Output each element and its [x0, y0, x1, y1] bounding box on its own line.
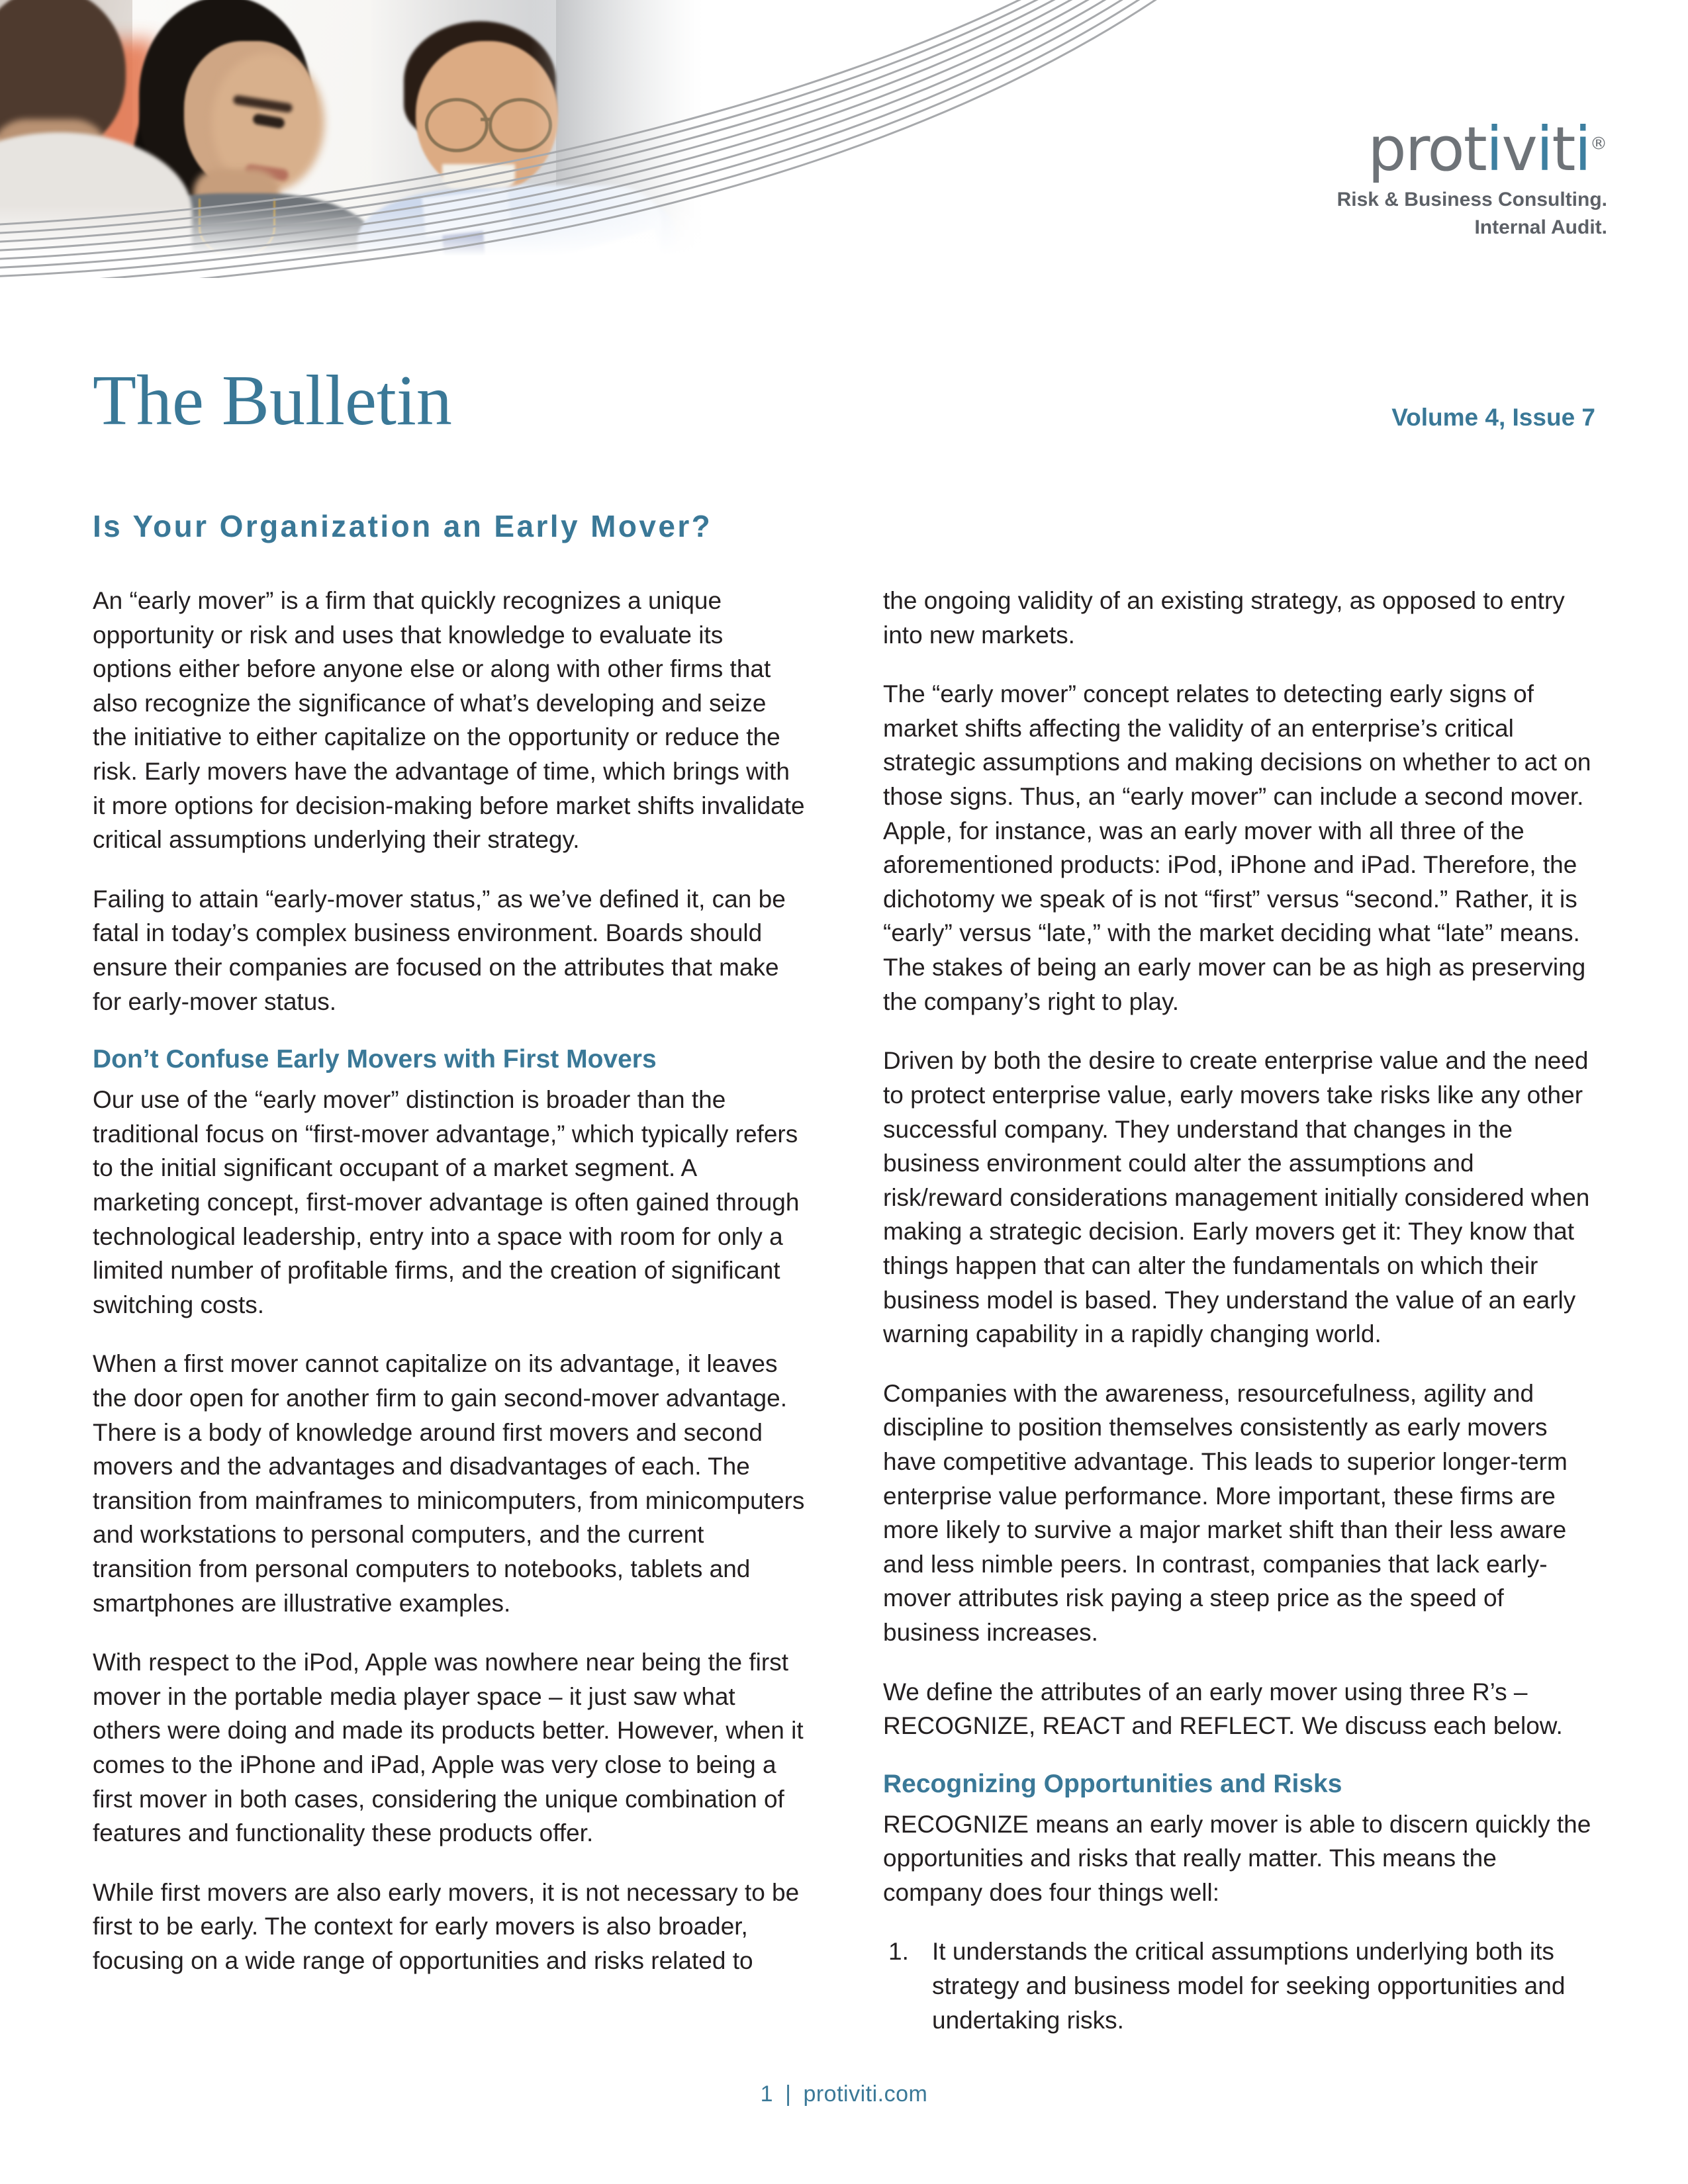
- body-paragraph: RECOGNIZE means an early mover is able to discern quickly the opportunities and risks that really matter. This means the company does four things well:: [883, 1810, 1591, 1906]
- logo-tagline-line-2: Internal Audit.: [1474, 216, 1607, 239]
- registered-trademark-icon: ®: [1590, 134, 1607, 154]
- numbered-list: [883, 1934, 1595, 2037]
- body-paragraph: Our use of the “early mover” distinction is broader than the traditional focus on “first-mover advantage,” which typically refers to the initial significant occupant of a market segment. A marketing concept, first-mover advantage is often gained through technological leadership, entry into a space with room for only a limited number of profitable firms, and the creation of significant switching costs.: [93, 1086, 800, 1318]
- body-paragraph: With respect to the iPod, Apple was nowhere near being the first mover in the portable media player space – it just saw what others were doing and made its products better. However, when it comes to the iPhone and iPad, Apple was very close to being a first mover in both cases, considering the unique combination of features and functionality these products offer.: [93, 1649, 804, 1847]
- logo-wordmark-v: v: [1501, 114, 1536, 185]
- logo-wordmark-i1: i: [1485, 114, 1502, 185]
- body-paragraph: Failing to attain “early-mover status,” as we’ve defined it, can be fatal in today’s complex business environment. Boards should ensure their companies are focused on the attributes that make for early-mover status.: [93, 885, 786, 1015]
- logo-wordmark-prefix: prot: [1368, 114, 1486, 185]
- logo-wordmark-t: t: [1552, 114, 1575, 185]
- body-paragraph: While first movers are also early movers, it is not necessary to be first to be early. The context for early movers is also broader, focusing on a wide range of opportunities and risks related to: [93, 1878, 800, 1975]
- list-item: It understands the critical assumptions underlying both its strategy and business model for seeking opportunities and undertaking risks.: [932, 1938, 1566, 2034]
- logo-wordmark: [1337, 114, 1607, 185]
- logo-wordmark-i2: i: [1536, 114, 1552, 185]
- volume-issue-label: Volume 4, Issue 7: [1391, 404, 1595, 431]
- article-body: [93, 584, 1595, 2057]
- footer-website[interactable]: protiviti.com: [803, 2081, 928, 2107]
- article-heading: Is Your Organization an Early Mover?: [93, 509, 713, 543]
- footer-separator: |: [785, 2081, 792, 2107]
- logo-tagline-line-1: Risk & Business Consulting.: [1336, 189, 1607, 210]
- body-paragraph: The “early mover” concept relates to detecting early signs of market shifts affecting the validity of an enterprise’s critical strategic assumptions and making decisions on whether to act on those signs. Thus, an “early mover” can include a second mover. Apple, for instance, was an early mover with all three of the aforementioned products: iPod, iPhone and iPad. Therefore, the dichotomy we speak of is not “first” versus “second.” Rather, it is “early” versus “late,” with the market deciding what “late” means. The stakes of being an early mover can be as high as preserving the company’s right to play.: [883, 680, 1591, 1015]
- body-paragraph: When a first mover cannot capitalize on its advantage, it leaves the door open for another firm to gain second-mover advantage. There is a body of knowledge around first movers and second movers and the advantages and disadvantages of each. The transition from mainframes to minicomputers, from minicomputers and workstations to personal computers, and the current transition from personal computers to notebooks, tablets and smartphones are illustrative examples.: [93, 1350, 805, 1617]
- body-paragraph: the ongoing validity of an existing strategy, as opposed to entry into new markets.: [883, 587, 1565, 649]
- page-title: The Bulletin: [93, 361, 452, 440]
- body-paragraph: We define the attributes of an early mover using three R’s – RECOGNIZE, REACT and REFLECT. We discuss each below.: [883, 1678, 1563, 1740]
- right-column: [883, 584, 1595, 2057]
- body-paragraph: An “early mover” is a firm that quickly recognizes a unique opportunity or risk and uses that knowledge to evaluate its options either before anyone else or along with other firms that also recognize the significance of what’s developing and seize the initiative to either capitalize on the opportunity or reduce the risk. Early movers have the advantage of time, which brings with it more options for decision-making before market shifts invalidate critical assumptions underlying their strategy.: [93, 587, 805, 854]
- left-column: [93, 584, 805, 2057]
- body-paragraph: Driven by both the desire to create enterprise value and the need to protect enterprise value, early movers take risks like any other successful company. They understand that changes in the business environment could alter the assumptions and risk/reward considerations management initially considered when making a strategic decision. Early movers get it: They know that things happen that can alter the fundamentals on which their business model is based. They understand the value of an early warning capability in a rapidly changing world.: [883, 1047, 1590, 1348]
- page-footer: [0, 2081, 1688, 2107]
- protiviti-logo: [1336, 114, 1607, 241]
- section-subheading: Don’t Confuse Early Movers with First Movers: [93, 1045, 657, 1074]
- footer-page-number: 1: [760, 2081, 774, 2107]
- section-subheading: Recognizing Opportunities and Risks: [883, 1769, 1342, 1798]
- body-paragraph: Companies with the awareness, resourcefulness, agility and discipline to position themselves consistently as early movers have competitive advantage. This leads to superior longer-term enterprise value performance. More important, these firms are more likely to survive a major market shift than their less aware and less nimble peers. In contrast, companies that lack early-mover attributes risk paying a steep price as the speed of business increases.: [883, 1379, 1568, 1647]
- title-row: [93, 361, 1595, 445]
- logo-wordmark-i3: i: [1574, 114, 1590, 185]
